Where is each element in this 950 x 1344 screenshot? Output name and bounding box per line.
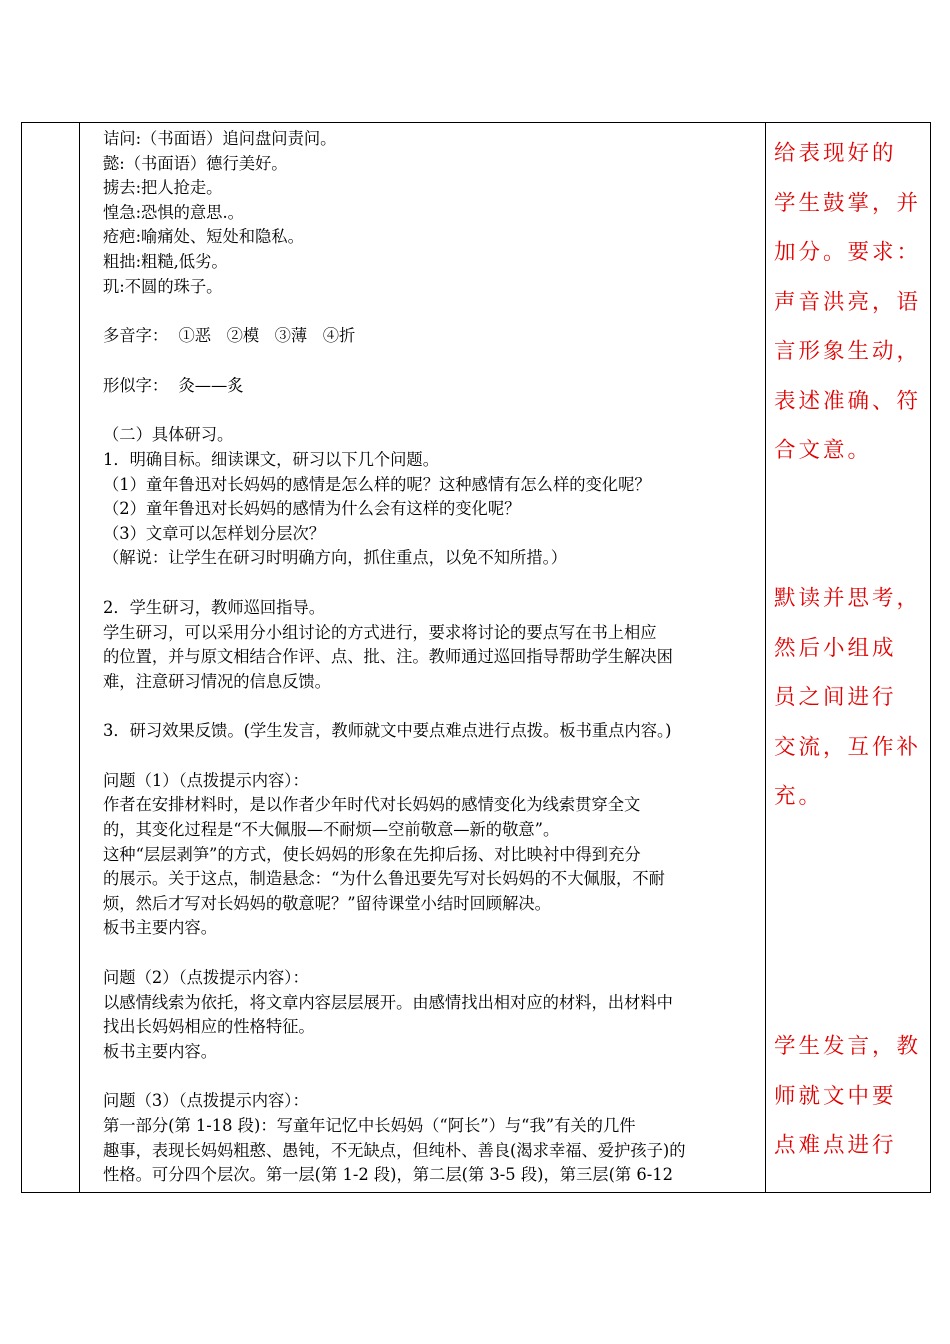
study-question: （2）童年鲁迅对长妈妈的感情为什么会有这样的变化呢？ <box>103 499 521 519</box>
paragraph-line: 烦，然后才写对长妈妈的敬意呢？”留待课堂小结时回顾解决。 <box>103 893 551 913</box>
paragraph-line: 难，注意研习情况的信息反馈。 <box>103 671 331 691</box>
teacher-note-feedback <box>774 1022 926 1171</box>
question-heading: 问题（1）（点拨提示内容）： <box>103 770 309 790</box>
study-step: 2．学生研习，教师巡回指导。 <box>103 597 326 617</box>
note-line: 合文意。 <box>774 438 873 463</box>
similar-words: 形似字： 灸——炙 <box>103 375 244 395</box>
vocab-item: 玑:不圆的珠子。 <box>103 276 223 296</box>
teacher-note-discussion <box>774 574 926 822</box>
paragraph-line: 性格。可分四个层次。第一层(第 1-2 段)，第二层(第 3-5 段)，第三层(第 6-12 <box>103 1165 673 1185</box>
paragraph-line: 这种“层层剥笋”的方式，使长妈妈的形象在先抑后扬、对比映衬中得到充分 <box>103 844 641 864</box>
study-question: （1）童年鲁迅对长妈妈的感情是怎么样的呢？这种感情有怎么样的变化呢？ <box>103 474 651 494</box>
note-line: 学生发言，教 <box>774 1034 922 1059</box>
note-line: 然后小组成 <box>774 635 897 661</box>
note-line: 师就文中要 <box>774 1083 897 1109</box>
vocab-item: 掳去:把人抢走。 <box>103 178 223 198</box>
study-question: （3）文章可以怎样划分层次？ <box>103 523 326 543</box>
column-divider-right <box>765 123 766 1192</box>
lesson-table <box>21 122 931 1193</box>
paragraph-line: 的展示。关于这点，制造悬念：“为什么鲁迅要先写对长妈妈的不大佩服，不耐 <box>103 869 665 889</box>
question-heading: 问题（3）（点拨提示内容）： <box>103 1091 309 1111</box>
lesson-content <box>103 127 763 1188</box>
note-line: 默读并思考， <box>774 586 922 611</box>
study-step: 1．明确目标。细读课文，研习以下几个问题。 <box>103 449 439 469</box>
note-line: 充。 <box>774 784 824 809</box>
polyphonic-words: 多音字： ①恶 ②模 ③薄 ④折 <box>103 326 356 346</box>
note-line: 交流，互作补 <box>774 734 922 760</box>
paragraph-line: 的，其变化过程是“不大佩服—不耐烦—空前敬意—新的敬意”。 <box>103 820 560 840</box>
question-heading: 问题（2）（点拨提示内容）： <box>103 968 309 988</box>
note-line: 给表现好的 <box>774 141 897 166</box>
note-line: 学生鼓掌，并 <box>774 190 922 216</box>
vocab-item: 懿:（书面语）德行美好。 <box>103 153 288 173</box>
paragraph-line: 板书主要内容。 <box>103 1041 217 1061</box>
vocab-item: 诘问:（书面语）追问盘问责问。 <box>103 129 337 148</box>
study-explanation: （解说：让学生在研习时明确方向，抓住重点，以免不知所措。） <box>103 548 568 568</box>
note-line: 表述准确、符 <box>774 388 922 414</box>
paragraph-line: 找出长妈妈相应的性格特征。 <box>103 1017 315 1037</box>
paragraph-line: 作者在安排材料时，是以作者少年时代对长妈妈的感情变化为线索贯穿全文 <box>103 795 641 815</box>
paragraph-line: 以感情线索为依托，将文章内容层层展开。由感情找出相对应的材料，出材料中 <box>103 992 673 1012</box>
note-line: 言形象生动， <box>774 339 922 364</box>
note-line: 员之间进行 <box>774 685 897 710</box>
paragraph-line: 板书主要内容。 <box>103 918 217 938</box>
note-line: 声音洪亮，语 <box>774 289 922 315</box>
vocab-item: 疮疤:喻痛处、短处和隐私。 <box>103 227 304 247</box>
vocab-item: 惶急:恐惧的意思.。 <box>103 202 244 222</box>
paragraph-line: 的位置，并与原文相结合作评、点、批、注。教师通过巡回指导帮助学生解决困 <box>103 647 673 667</box>
paragraph-line: 第一部分(第 1-18 段)：写童年记忆中长妈妈（“阿长”）与“我”有关的几件 <box>103 1116 636 1135</box>
note-line: 加分。要求： <box>774 240 922 265</box>
paragraph-line: 趣事，表现长妈妈粗憨、愚钝，不无缺点，但纯朴、善良(渴求幸福、爱护孩子)的 <box>103 1140 686 1160</box>
note-line: 点难点进行 <box>774 1133 897 1158</box>
study-step: 3．研习效果反馈。(学生发言，教师就文中要点难点进行点拨。板书重点内容。) <box>103 721 672 741</box>
paragraph-line: 学生研习，可以采用分小组讨论的方式进行，要求将讨论的要点写在书上相应 <box>103 622 657 642</box>
section-heading: （二）具体研习。 <box>103 425 234 445</box>
teacher-note-praise <box>774 129 926 476</box>
vocab-item: 粗拙:粗糙,低劣。 <box>103 251 228 271</box>
column-divider-left <box>79 123 80 1192</box>
